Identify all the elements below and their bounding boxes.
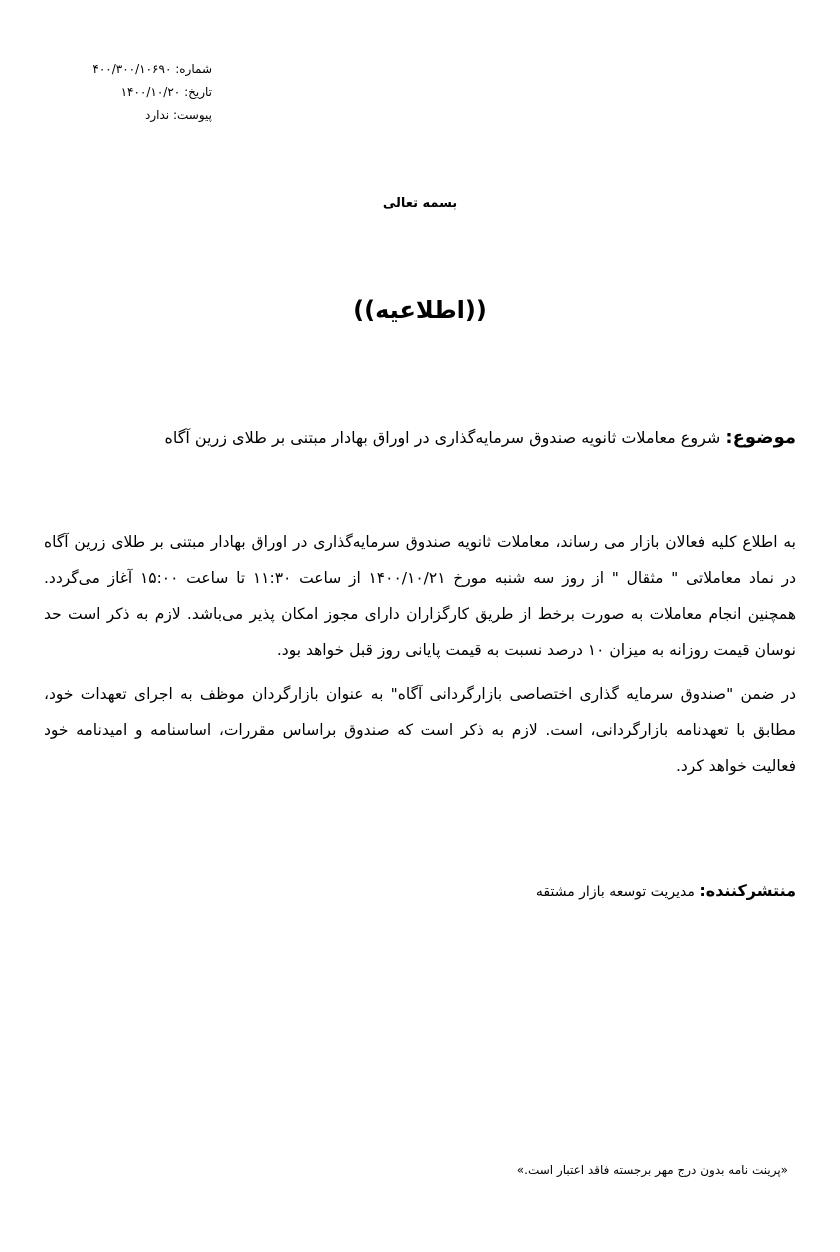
publisher-label: منتشرکننده: — [699, 881, 796, 900]
subject-line — [44, 427, 796, 448]
publisher-line — [536, 881, 796, 900]
subject-text: شروع معاملات ثانویه صندوق سرمایه‌گذاری در اوراق بهادار مبتنی بر طلای زرین آگاه — [164, 428, 721, 447]
footer-note: «پرینت نامه بدون درج مهر برجسته فاقد اعتبار است.» — [516, 1163, 788, 1177]
publisher-value: مدیریت توسعه بازار مشتقه — [535, 884, 695, 900]
body-paragraph-1: به اطلاع کلیه فعالان بازار می رساند، معاملات ثانویه صندوق سرمایه‌گذاری در اوراق بهادار مبتنی بر طلای زرین آگاه در نماد معاملاتی " مثقال " از روز سه شنبه مورخ ۱۴۰۰/۱۰/۲۱ از ساعت ۱۱:۳۰ تا ساعت ۱۵:۰۰ آغاز می‌گردد. همچنین انجام معاملات به صورت برخط از طریق کارگزاران دارای مجوز امکان پذیر می‌باشد. لازم به ذکر است حد نوسان قیمت روزانه به میزان ۱۰ درصد نسبت به قیمت پایانی روز قبل خواهد بود. — [44, 533, 796, 659]
letter-number-value: ۴۰۰/۳۰۰/۱۰۶۹۰ — [92, 62, 172, 76]
letter-attachment-label: پیوست: — [172, 108, 212, 122]
page-title: ((اطلاعیه)) — [353, 296, 487, 324]
letter-metadata — [92, 58, 212, 127]
basmala-heading: بسمه تعالی — [382, 196, 458, 211]
letter-date-label: تاریخ: — [184, 85, 212, 99]
body-paragraph-2: در ضمن "صندوق سرمایه گذاری اختصاصی بازارگردانی آگاه" به عنوان بازارگردان موظف به اجرای تعهدات خود، مطابق با تعهدنامه بازارگردانی، است. لازم به ذکر است که صندوق براساس مقررات، اساسنامه و امیدنامه خود فعالیت خواهد کرد. — [44, 685, 796, 775]
letter-attachment-value: ندارد — [145, 108, 170, 122]
subject-label: موضوع: — [725, 427, 796, 448]
announcement-body — [44, 524, 796, 792]
letter-date — [92, 81, 212, 104]
letter-number — [92, 58, 212, 81]
letter-number-label: شماره: — [175, 62, 212, 76]
letter-attachment — [92, 104, 212, 127]
letter-date-value: ۱۴۰۰/۱۰/۲۰ — [120, 85, 181, 99]
